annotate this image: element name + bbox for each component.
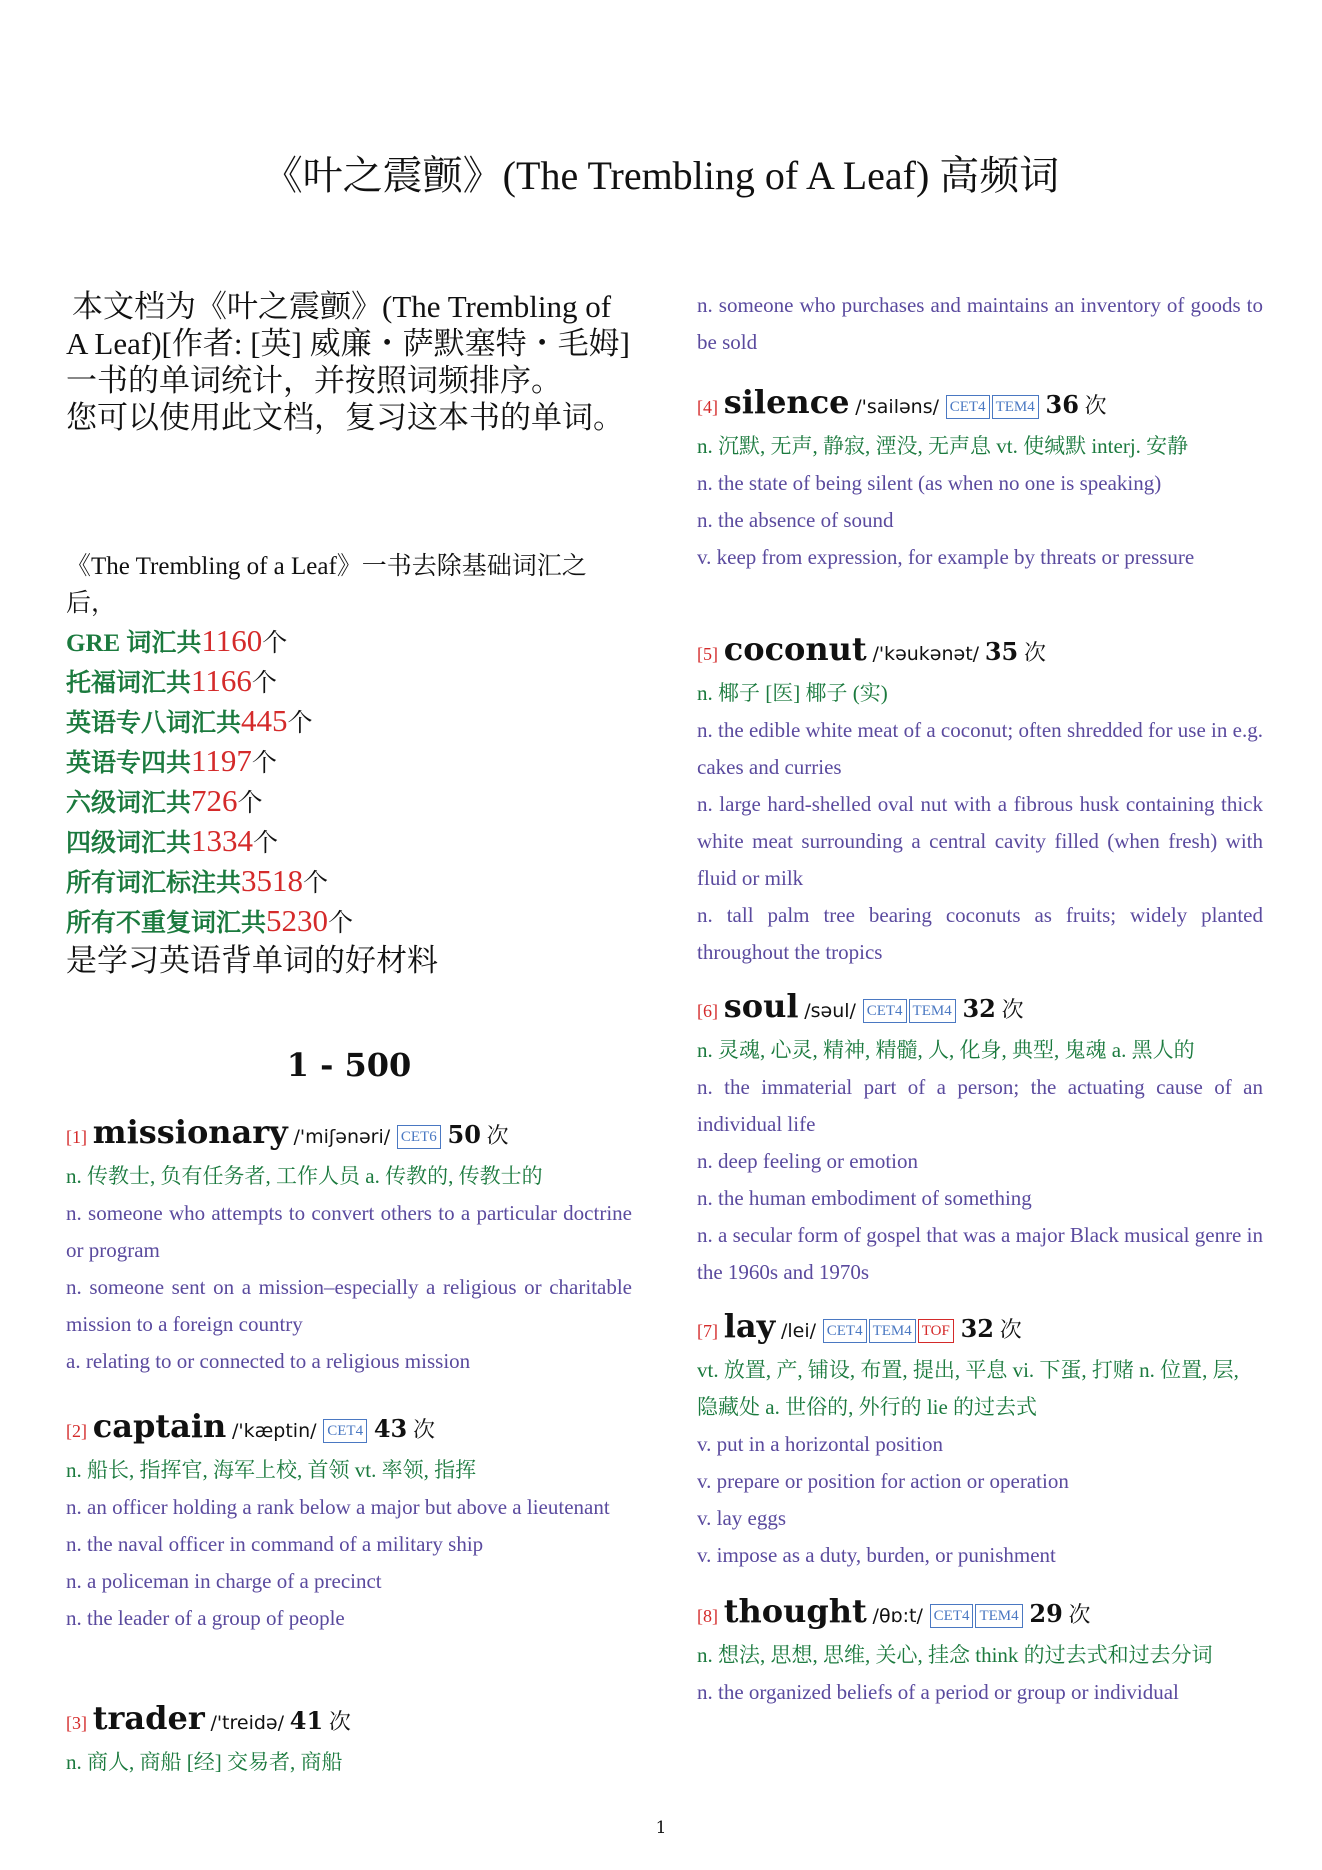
exam-tag: CET4 <box>823 1319 867 1343</box>
entry-definition: n. the state of being silent (as when no one is speaking) <box>697 471 1162 495</box>
entry-frequency: 36 <box>1045 390 1079 419</box>
entry-definition: n. the absence of sound <box>697 508 894 532</box>
stats-lead: 《The Trembling of a Leaf》一书去除基础词汇之后， <box>66 553 587 617</box>
stat-label: 英语专八词汇共 <box>66 710 242 737</box>
entry-header <box>697 1591 1263 1637</box>
vocabulary-stats <box>66 548 632 979</box>
exam-tag: CET4 <box>863 999 907 1023</box>
stats-closing: 是学习英语背单词的好材料 <box>66 943 438 978</box>
entry-pronunciation: /'sailəns/ <box>855 396 940 418</box>
entry-pronunciation: /'miʃənəri/ <box>293 1126 391 1148</box>
stat-unit: 个 <box>253 830 279 857</box>
entry-header <box>697 986 1263 1032</box>
exam-tag: TEM4 <box>992 395 1039 419</box>
exam-tag: CET4 <box>323 1419 367 1443</box>
entry-chinese-meaning: n. 椰子 [医] 椰子 (实) <box>697 681 888 705</box>
intro-paragraph-1: 本文档为《叶之震颤》(The Trembling of A Leaf)[作者: [英] 威廉・萨默塞特・毛姆] 一书的单词统计，并按照词频排序。 <box>66 289 630 398</box>
page-number: 1 <box>655 1818 667 1838</box>
entry-chinese-meaning: vt. 放置, 产, 铺设, 布置, 提出, 平息 vi. 下蛋, 打赌 n. 位置, 层, 隐藏处 a. 世俗的, 外行的 lie 的过去式 <box>697 1358 1239 1419</box>
entry-word: missionary <box>92 1113 288 1151</box>
stat-number: 5230 <box>266 903 329 938</box>
entry-frequency: 41 <box>289 1706 324 1735</box>
entry-definition: n. the human embodiment of something <box>697 1186 1032 1210</box>
word-entry-3 <box>66 1698 632 1781</box>
section-range-heading: 1 - 500 <box>286 1046 412 1084</box>
intro-paragraph-2: 您可以使用此文档，复习这本书的单词。 <box>66 400 624 435</box>
frequency-unit: 次 <box>1084 393 1107 418</box>
stat-label: GRE 词汇共 <box>66 630 202 657</box>
exam-tag: TEM4 <box>975 1604 1022 1628</box>
stat-row-all-tagged <box>66 862 632 902</box>
word-entry-2 <box>66 1406 632 1637</box>
entry-definition: v. put in a horizontal position <box>697 1432 943 1456</box>
entry-header <box>697 382 1263 428</box>
entry-header <box>66 1406 632 1452</box>
entry-word: silence <box>723 383 850 421</box>
entry-word: trader <box>92 1699 205 1737</box>
stat-row-toefl <box>66 662 632 702</box>
entry-definition: n. deep feeling or emotion <box>697 1149 919 1173</box>
entry-definition: n. large hard-shelled oval nut with a fibrous husk containing thick white meat surrounding a central cavity filled (when fresh) with fluid or milk <box>697 792 1263 890</box>
stat-label: 英语专四共 <box>66 750 192 777</box>
stat-unit: 个 <box>251 670 277 697</box>
exam-tag: CET4 <box>946 395 990 419</box>
entry-definition: n. someone who attempts to convert others to a particular doctrine or program <box>66 1201 632 1262</box>
entry-index: [7] <box>697 1321 718 1341</box>
word-entry-4 <box>697 382 1263 576</box>
entry-index: [3] <box>66 1713 87 1733</box>
entry-chinese-meaning: n. 沉默, 无声, 静寂, 湮没, 无声息 vt. 使缄默 interj. 安静 <box>697 434 1189 458</box>
entry-definition: v. keep from expression, for example by threats or pressure <box>697 545 1195 569</box>
word-entry-7 <box>697 1306 1263 1574</box>
word-entry-3-continued <box>697 287 1263 361</box>
entry-pronunciation: /θɒ:t/ <box>872 1605 923 1627</box>
stat-unit: 个 <box>303 870 329 897</box>
entry-frequency: 50 <box>447 1120 481 1149</box>
entry-definition: n. tall palm tree bearing coconuts as fruits; widely planted throughout the tropics <box>697 903 1263 964</box>
entry-frequency: 43 <box>373 1414 408 1443</box>
document-title: 《叶之震颤》(The Trembling of A Leaf) 高频词 <box>262 153 1060 198</box>
entry-chinese-meaning: n. 灵魂, 心灵, 精神, 精髓, 人, 化身, 典型, 鬼魂 a. 黑人的 <box>697 1038 1195 1062</box>
entry-definition: n. the leader of a group of people <box>66 1606 345 1630</box>
frequency-unit: 次 <box>1001 997 1024 1022</box>
entry-frequency: 35 <box>984 637 1019 666</box>
stat-number: 726 <box>191 783 238 818</box>
exam-tag: TEM4 <box>869 1319 916 1343</box>
stat-unit: 个 <box>328 910 354 937</box>
entry-word: captain <box>92 1407 227 1445</box>
stat-row-tem4 <box>66 742 632 782</box>
stat-unit: 个 <box>237 790 263 817</box>
entry-definition: n. an officer holding a rank below a major but above a lieutenant <box>66 1495 610 1519</box>
entry-index: [8] <box>697 1606 718 1626</box>
exam-tag: TOF <box>918 1319 954 1343</box>
entry-index: [6] <box>697 1001 718 1021</box>
stat-label: 四级词汇共 <box>66 830 192 857</box>
entry-chinese-meaning: n. 想法, 思想, 思维, 关心, 挂念 think 的过去式和过去分词 <box>697 1643 1213 1667</box>
stat-label: 所有不重复词汇共 <box>66 910 267 937</box>
entry-frequency: 32 <box>960 1314 994 1343</box>
entry-header <box>66 1698 632 1744</box>
stat-label: 所有词汇标注共 <box>66 870 242 897</box>
frequency-unit: 次 <box>328 1709 351 1734</box>
exam-tag: CET4 <box>930 1604 974 1628</box>
entry-chinese-meaning: n. 船长, 指挥官, 海军上校, 首领 vt. 率领, 指挥 <box>66 1458 477 1482</box>
stat-number: 3518 <box>241 863 304 898</box>
entry-definition: v. prepare or position for action or operation <box>697 1469 1069 1493</box>
frequency-unit: 次 <box>1023 640 1046 665</box>
stat-number: 1166 <box>191 663 252 698</box>
stat-row-tem8 <box>66 702 632 742</box>
entry-word: soul <box>723 987 799 1025</box>
entry-word: coconut <box>723 630 867 668</box>
entry-header <box>66 1112 632 1158</box>
intro-text <box>66 288 632 436</box>
entry-word: lay <box>723 1307 776 1345</box>
stat-unit: 个 <box>287 710 313 737</box>
stat-row-gre <box>66 622 632 662</box>
exam-tag: CET6 <box>397 1125 441 1149</box>
entry-index: [2] <box>66 1421 87 1441</box>
entry-pronunciation: /'treidə/ <box>210 1712 285 1734</box>
entry-definition: v. impose as a duty, burden, or punishment <box>697 1543 1056 1567</box>
entry-index: [5] <box>697 644 718 664</box>
stat-row-cet4 <box>66 822 632 862</box>
entry-header <box>697 1306 1263 1352</box>
word-entry-5 <box>697 629 1263 971</box>
frequency-unit: 次 <box>486 1123 509 1148</box>
exam-tag: TEM4 <box>909 999 956 1023</box>
entry-definition: n. the naval officer in command of a military ship <box>66 1532 484 1556</box>
entry-header <box>697 629 1263 675</box>
entry-frequency: 32 <box>962 994 996 1023</box>
entry-definition: n. a secular form of gospel that was a major Black musical genre in the 1960s and 1970s <box>697 1223 1263 1284</box>
word-entry-6 <box>697 986 1263 1291</box>
entry-definition: n. the edible white meat of a coconut; often shredded for use in e.g. cakes and curries <box>697 718 1263 779</box>
entry-definition: n. the immaterial part of a person; the actuating cause of an individual life <box>697 1075 1263 1136</box>
entry-definition: n. someone who purchases and maintains an inventory of goods to be sold <box>697 293 1263 354</box>
stat-number: 1160 <box>201 623 263 658</box>
entry-index: [1] <box>66 1127 87 1147</box>
entry-definition: n. someone sent on a mission–especially a religious or charitable mission to a foreign country <box>66 1275 632 1336</box>
entry-frequency: 29 <box>1029 1599 1063 1628</box>
entry-pronunciation: /'kæptin/ <box>232 1420 317 1442</box>
entry-index: [4] <box>697 397 718 417</box>
entry-word: thought <box>723 1592 867 1630</box>
entry-definition: v. lay eggs <box>697 1506 787 1530</box>
stat-number: 1334 <box>191 823 254 858</box>
entry-pronunciation: /lei/ <box>780 1320 817 1342</box>
stat-label: 托福词汇共 <box>66 670 192 697</box>
frequency-unit: 次 <box>1068 1602 1091 1627</box>
stat-number: 1197 <box>191 743 252 778</box>
stat-unit: 个 <box>262 630 288 657</box>
word-entry-8 <box>697 1591 1263 1711</box>
entry-pronunciation: /səul/ <box>804 1000 856 1022</box>
stat-label: 六级词汇共 <box>66 790 192 817</box>
frequency-unit: 次 <box>412 1417 435 1442</box>
stat-row-all-unique <box>66 902 632 942</box>
entry-definition: n. the organized beliefs of a period or group or individual <box>697 1680 1179 1704</box>
entry-chinese-meaning: n. 传教士, 负有任务者, 工作人员 a. 传教的, 传教士的 <box>66 1164 543 1188</box>
stat-unit: 个 <box>251 750 277 777</box>
entry-chinese-meaning: n. 商人, 商船 [经] 交易者, 商船 <box>66 1750 343 1774</box>
stat-number: 445 <box>241 703 288 738</box>
entry-definition: n. a policeman in charge of a precinct <box>66 1569 382 1593</box>
word-entry-1 <box>66 1112 632 1380</box>
stat-row-cet6 <box>66 782 632 822</box>
entry-definition: a. relating to or connected to a religious mission <box>66 1349 471 1373</box>
entry-pronunciation: /'kəukənət/ <box>872 643 980 665</box>
frequency-unit: 次 <box>999 1317 1022 1342</box>
